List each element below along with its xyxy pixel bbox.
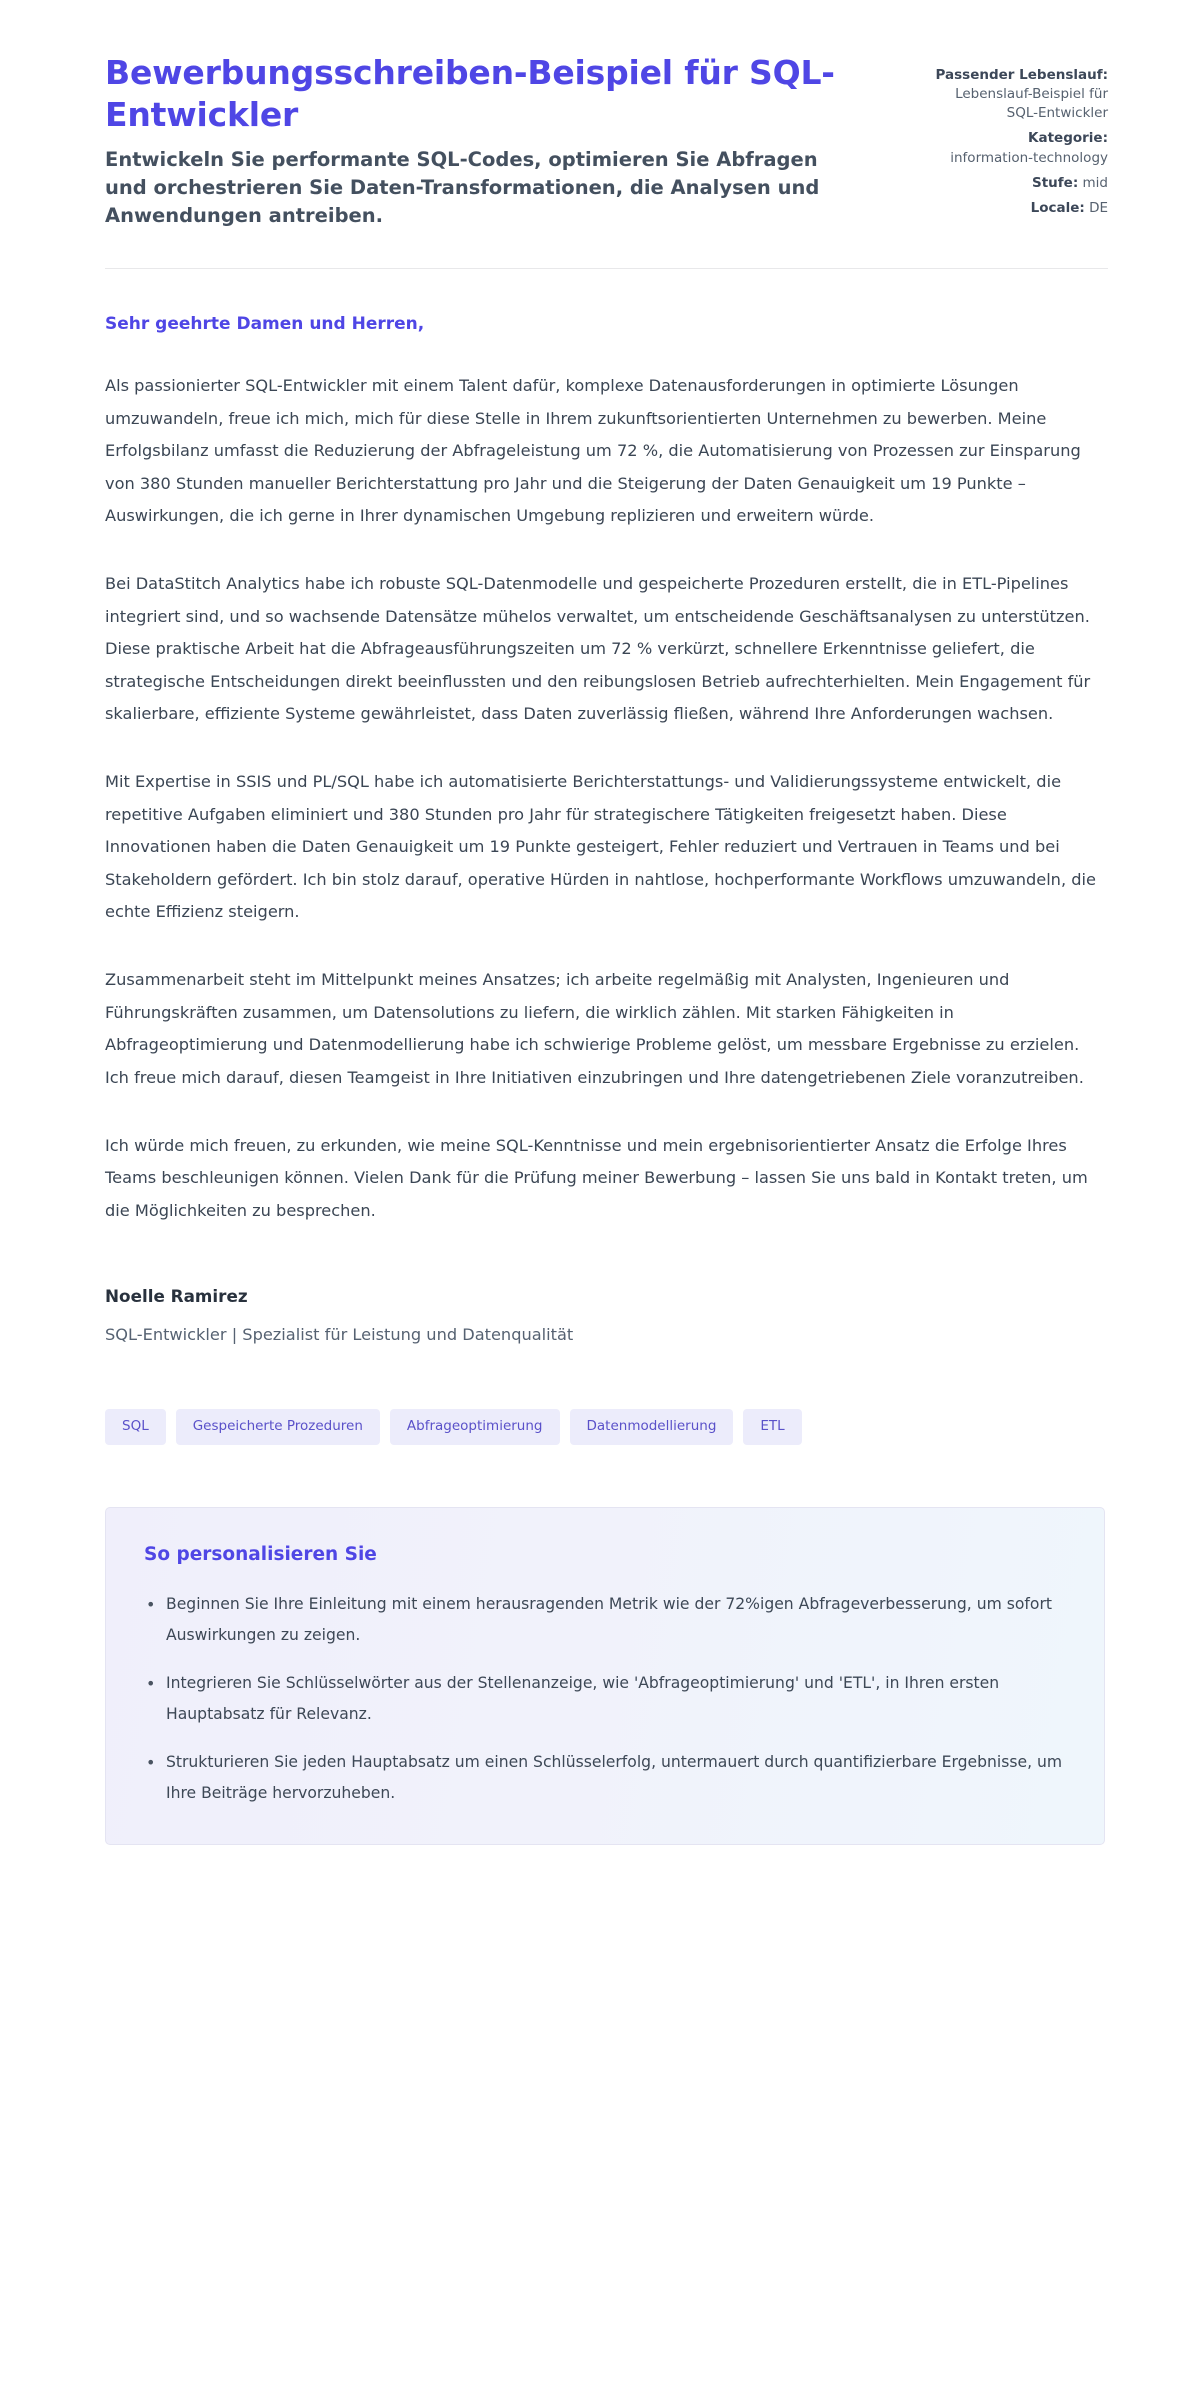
- letter-body: [0, 269, 1200, 1228]
- callout-title: So personalisieren Sie: [144, 1543, 377, 1565]
- footer-spacer: [0, 1845, 1200, 1915]
- meta-value-level: mid: [1082, 174, 1108, 191]
- meta-label-level: Stufe:: [1032, 174, 1079, 191]
- callout-tip-item: • Beginnen Sie Ihre Einleitung mit einem herausragenden Metrik wie der 72%igen Abfrageverbesserung, um sofort Auswirkungen zu zeigen.: [144, 1589, 1066, 1650]
- meta-row-category: [933, 129, 1108, 167]
- callout-wrapper: [0, 1445, 1200, 1845]
- letter-paragraph: Zusammenarbeit steht im Mittelpunkt meines Ansatzes; ich arbeite regelmäßig mit Analysten, Ingenieuren und Führungskräften zusammen, um Datensolutions zu liefern, die wirklich zählen. Mit starken Fähigkeiten in Abfrageoptimierung und Datenmodellierung habe ich schwierige Probleme gelöst, um messbare Ergebnisse zu erzielen. Ich freue mich darauf, diesen Teamgeist in Ihre Initiativen einzubringen und Ihre datengetriebenen Ziele voranzutreiben.: [105, 970, 1084, 1087]
- meta-value-category: information-technology: [950, 149, 1108, 166]
- page-header: [0, 0, 1200, 230]
- signature-block: [0, 1263, 1200, 1347]
- header-text-block: [105, 52, 865, 230]
- page-title: Bewerbungsschreiben-Beispiel für SQL-Entwickler: [105, 53, 835, 135]
- tag-chip[interactable]: SQL: [105, 1409, 166, 1445]
- letter-paragraphs: [105, 370, 1100, 1227]
- letter-salutation: Sehr geehrte Damen und Herren,: [105, 313, 425, 334]
- callout-tip-item: • Integrieren Sie Schlüsselwörter aus der Stellenanzeige, wie 'Abfrageoptimierung' und 'ETL', in Ihren ersten Hauptabsatz für Relevanz.: [144, 1668, 1066, 1729]
- meta-label-category: Kategorie:: [1028, 130, 1108, 147]
- personalization-callout: [105, 1507, 1105, 1845]
- tag-chip[interactable]: ETL: [743, 1409, 801, 1445]
- letter-paragraph: Ich würde mich freuen, zu erkunden, wie meine SQL-Kenntnisse und mein ergebnisorientierter Ansatz die Erfolge Ihres Teams beschleunigen können. Vielen Dank für die Prüfung meiner Bewerbung – lassen Sie uns bald in Kontakt treten, um die Möglichkeiten zu besprechen.: [105, 1136, 1088, 1220]
- callout-tip-list: [144, 1589, 1066, 1807]
- metadata-panel: [933, 52, 1108, 218]
- letter-paragraph: Als passionierter SQL-Entwickler mit einem Talent dafür, komplexe Datenausforderungen in optimierte Lösungen umzuwandeln, freue ich mich, mich für diese Stelle in Ihrem zukunftsorientierten Unternehmen zu bewerben. Meine Erfolgsbilanz umfasst die Reduzierung der Abfrageleistung um 72 %, die Automatisierung von Prozessen zur Einsparung von 380 Stunden manueller Berichterstattung pro Jahr und die Steigerung der Daten Genauigkeit um 19 Punkte – Auswirkungen, die ich gerne in Ihrer dynamischen Umgebung replizieren und erweitern würde.: [105, 376, 1081, 525]
- meta-value-resume: Lebenslauf-Beispiel für SQL-Entwickler: [955, 86, 1108, 122]
- meta-row-resume: [933, 66, 1108, 123]
- meta-row-locale: [933, 199, 1108, 218]
- tag-list: [0, 1347, 1200, 1445]
- tag-chip[interactable]: Gespeicherte Prozeduren: [176, 1409, 380, 1445]
- letter-paragraph: Bei DataStitch Analytics habe ich robuste SQL-Datenmodelle und gespeicherte Prozeduren erstellt, die in ETL-Pipelines integriert sind, und so wachsende Datensätze mühelos verwaltet, um entscheidende Geschäftsanalysen zu unterstützen. Diese praktische Arbeit hat die Abfrageausführungszeiten um 72 % verkürzt, schnellere Erkenntnisse geliefert, die strategische Entscheidungen direkt beeinflussten und den reibungslosen Betrieb aufrechterhielten. Mein Engagement für skalierbare, effiziente Systeme gewährleistet, dass Daten zuverlässig fließen, während Ihre Anforderungen wachsen.: [105, 574, 1091, 723]
- tag-chip[interactable]: Abfrageoptimierung: [390, 1409, 560, 1445]
- callout-tip-item: • Strukturieren Sie jeden Hauptabsatz um einen Schlüsselerfolg, untermauert durch quantifizierbare Ergebnisse, um Ihre Beiträge hervorzuheben.: [144, 1747, 1066, 1808]
- letter-paragraph: Mit Expertise in SSIS und PL/SQL habe ich automatisierte Berichterstattungs- und Validierungssysteme entwickelt, die repetitive Aufgaben eliminiert und 380 Stunden pro Jahr für strategischere Tätigkeiten freigesetzt haben. Diese Innovationen haben die Daten Genauigkeit um 19 Punkte gesteigert, Fehler reduziert und Vertrauen in Teams und bei Stakeholdern gefördert. Ich bin stolz darauf, operative Hürden in nahtlose, hochperformante Workflows umzuwandeln, die echte Effizienz steigern.: [105, 772, 1096, 922]
- meta-label-locale: Locale:: [1030, 199, 1085, 216]
- meta-value-locale: DE: [1089, 199, 1108, 216]
- page-subtitle: Entwickeln Sie performante SQL-Codes, optimieren Sie Abfragen und orchestrieren Sie Daten-Transformationen, die Analysen und Anwendungen antreiben.: [105, 148, 820, 227]
- signature-name: Noelle Ramirez: [105, 1286, 248, 1307]
- meta-row-level: [933, 174, 1108, 193]
- tag-chip[interactable]: Datenmodellierung: [570, 1409, 734, 1445]
- signature-role: SQL-Entwickler | Spezialist für Leistung und Datenqualität: [105, 1324, 574, 1344]
- meta-label-resume: Passender Lebenslauf:: [935, 67, 1108, 83]
